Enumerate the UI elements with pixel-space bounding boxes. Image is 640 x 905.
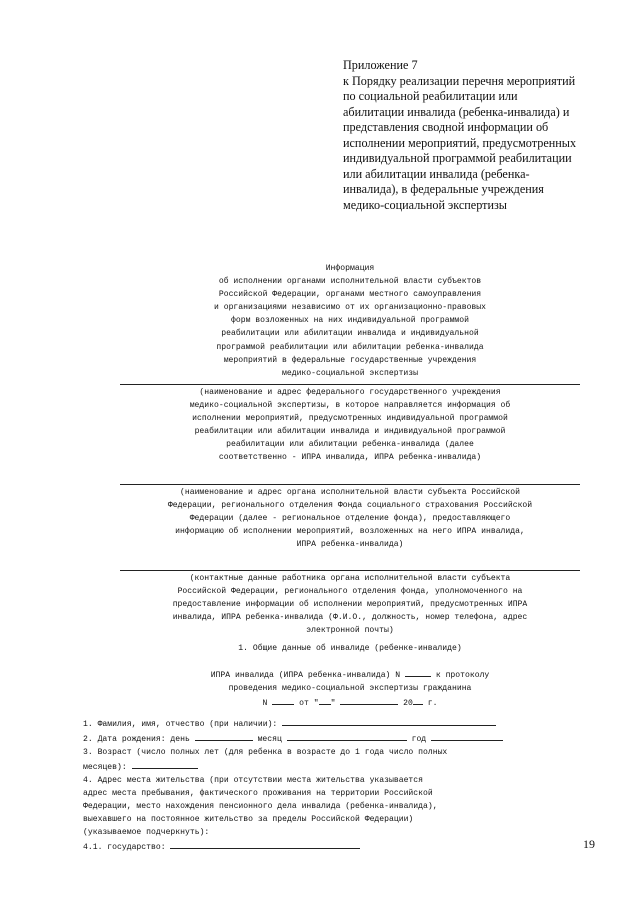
title-line: Российской Федерации, органами местного самоуправления xyxy=(218,290,482,300)
title-line: Информация xyxy=(325,264,375,273)
annex-line: индивидуальной программой реабилитации xyxy=(343,151,572,165)
caption-line: (наименование и адрес федерального государственного учреждения xyxy=(199,388,501,397)
title-line: об исполнении органами исполнительной власти субъектов xyxy=(218,277,482,287)
birth-month-blank[interactable] xyxy=(287,731,407,741)
annex-line: по социальной реабилитации или xyxy=(343,89,518,103)
birth-day-blank[interactable] xyxy=(195,731,253,741)
caption-line: (контактные данные работника органа исполнительной власти субъекта xyxy=(189,574,511,583)
section-heading xyxy=(120,642,580,655)
annex-line: Приложение 7 xyxy=(343,58,418,72)
protocol-year-blank[interactable] xyxy=(413,695,423,705)
title-line: медико-социальной экспертизы xyxy=(282,368,418,378)
title-line: реабилитации или абилитации инвалида и индивидуальной xyxy=(221,329,479,339)
birth-year-blank[interactable] xyxy=(431,731,503,741)
full-name-blank[interactable] xyxy=(282,716,496,726)
annex-line: к Порядку реализации перечня мероприятий xyxy=(343,73,576,88)
annex-line: исполнении мероприятий, предусмотренных xyxy=(343,135,577,150)
protocol-line-2: проведения медико-социальной экспертизы гражданина xyxy=(228,684,472,694)
annex-line: абилитации инвалида (ребенка-инвалида) и xyxy=(343,104,570,119)
protocol-date-close: " xyxy=(330,699,336,709)
document-title xyxy=(120,262,580,380)
field-age-line-1: 3. Возраст (число полных лет (для ребенка в возрасте до 1 года число полных xyxy=(83,748,448,757)
protocol-day-blank[interactable] xyxy=(319,695,331,705)
field-address-line: Федерации, место нахождения пенсионного дела инвалида (ребенка-инвалида), xyxy=(83,802,438,811)
protocol-year-prefix: 20 xyxy=(403,699,413,709)
field-country xyxy=(83,839,581,854)
caption-line: инвалида, ИПРА ребенка-инвалида (Ф.И.О., должность, номер телефона, адрес xyxy=(172,613,528,623)
country-blank[interactable] xyxy=(170,839,360,849)
mse-institution-line xyxy=(120,384,580,385)
field-address-line: (указываемое подчеркнуть): xyxy=(83,828,210,837)
protocol-n-label: N xyxy=(262,699,268,709)
protocol-block xyxy=(120,667,580,710)
protocol-suffix: к протоколу xyxy=(435,671,490,680)
title-line: программой реабилитации или абилитации ребенка-инвалида xyxy=(216,342,484,352)
field-birth-date xyxy=(83,731,581,746)
authority-line xyxy=(120,484,580,485)
caption-line: реабилитации или абилитации инвалида и индивидуальной программой xyxy=(194,427,506,437)
birth-day-label: 2. Дата рождения: день xyxy=(83,735,190,744)
birth-month-label: месяц xyxy=(257,735,282,744)
contact-line xyxy=(120,570,580,571)
protocol-year-suffix: г. xyxy=(427,699,438,709)
field-address-line: выехавшего на постоянное жительство за пределы Российской Федерации) xyxy=(83,815,414,824)
title-line: форм возложенных на них индивидуальной программой xyxy=(231,316,469,326)
protocol-line-3 xyxy=(120,695,580,710)
protocol-date-open: от " xyxy=(299,699,319,709)
annex-line: представления сводной информации об xyxy=(343,120,549,134)
ipra-number-blank[interactable] xyxy=(405,667,431,677)
protocol-line-1 xyxy=(120,667,580,682)
field-age-line-2 xyxy=(83,759,581,774)
age-months-label: месяцев): xyxy=(83,763,127,772)
caption-line: медико-социальной экспертизы, в которое направляется информация об xyxy=(189,401,511,411)
full-name-label: 1. Фамилия, имя, отчество (при наличии): xyxy=(83,720,278,729)
authority-caption xyxy=(120,486,580,551)
caption-line: (наименование и адрес органа исполнительной власти субъекта Российской xyxy=(180,488,520,497)
caption-line: ИПРА ребенка-инвалида) xyxy=(296,540,404,550)
caption-line: исполнении мероприятий, предусмотренных индивидуальной программой xyxy=(192,414,508,424)
caption-line: информацию об исполнении мероприятий, возложенных на него ИПРА инвалида, xyxy=(175,527,525,537)
caption-line: реабилитации или абилитации ребенка-инвалида (далее xyxy=(226,440,474,450)
age-blank[interactable] xyxy=(132,759,198,769)
page-number: 19 xyxy=(583,837,595,851)
mse-institution-caption xyxy=(120,386,580,465)
caption-line: Российской Федерации, регионального отделения фонда, уполномоченного на xyxy=(177,587,523,597)
contact-caption xyxy=(120,572,580,637)
protocol-number-blank[interactable] xyxy=(272,695,294,705)
caption-line: Федерации, регионального отделения Фонда социального страхования Российской xyxy=(167,501,533,511)
annex-line: инвалида), в федеральные учреждения xyxy=(343,182,544,196)
annex-line: медико-социальной экспертизы xyxy=(343,197,508,212)
birth-year-label: год xyxy=(411,735,427,744)
field-full-name xyxy=(83,716,581,731)
country-label: 4.1. государство: xyxy=(83,843,166,852)
annex-line: или абилитации инвалида (ребенка- xyxy=(343,166,530,181)
title-line: и организациями независимо от их организационно-правовых xyxy=(214,303,486,313)
caption-line: соответственно - ИПРА инвалида, ИПРА ребенка-инвалида) xyxy=(218,453,482,463)
caption-line: электронной почты) xyxy=(306,626,394,636)
protocol-month-blank[interactable] xyxy=(340,695,398,705)
caption-line: предоставление информации об исполнении мероприятий, предусмотренных ИПРА xyxy=(172,600,528,610)
field-address-line: 4. Адрес места жительства (при отсутствии места жительства указывается xyxy=(83,776,423,785)
field-address-line: адрес места пребывания, фактического проживания на территории Российской xyxy=(83,789,433,798)
general-data-fields xyxy=(83,716,581,854)
protocol-label: ИПРА инвалида (ИПРА ребенка-инвалида) N xyxy=(210,671,401,680)
section-heading-text: 1. Общие данные об инвалиде (ребенке-инвалиде) xyxy=(238,644,462,653)
caption-line: Федерации (далее - региональное отделение фонда), предоставляющего xyxy=(189,514,511,524)
title-line: мероприятий в федеральные государственные учреждения xyxy=(223,355,477,365)
annex-header xyxy=(343,58,605,213)
